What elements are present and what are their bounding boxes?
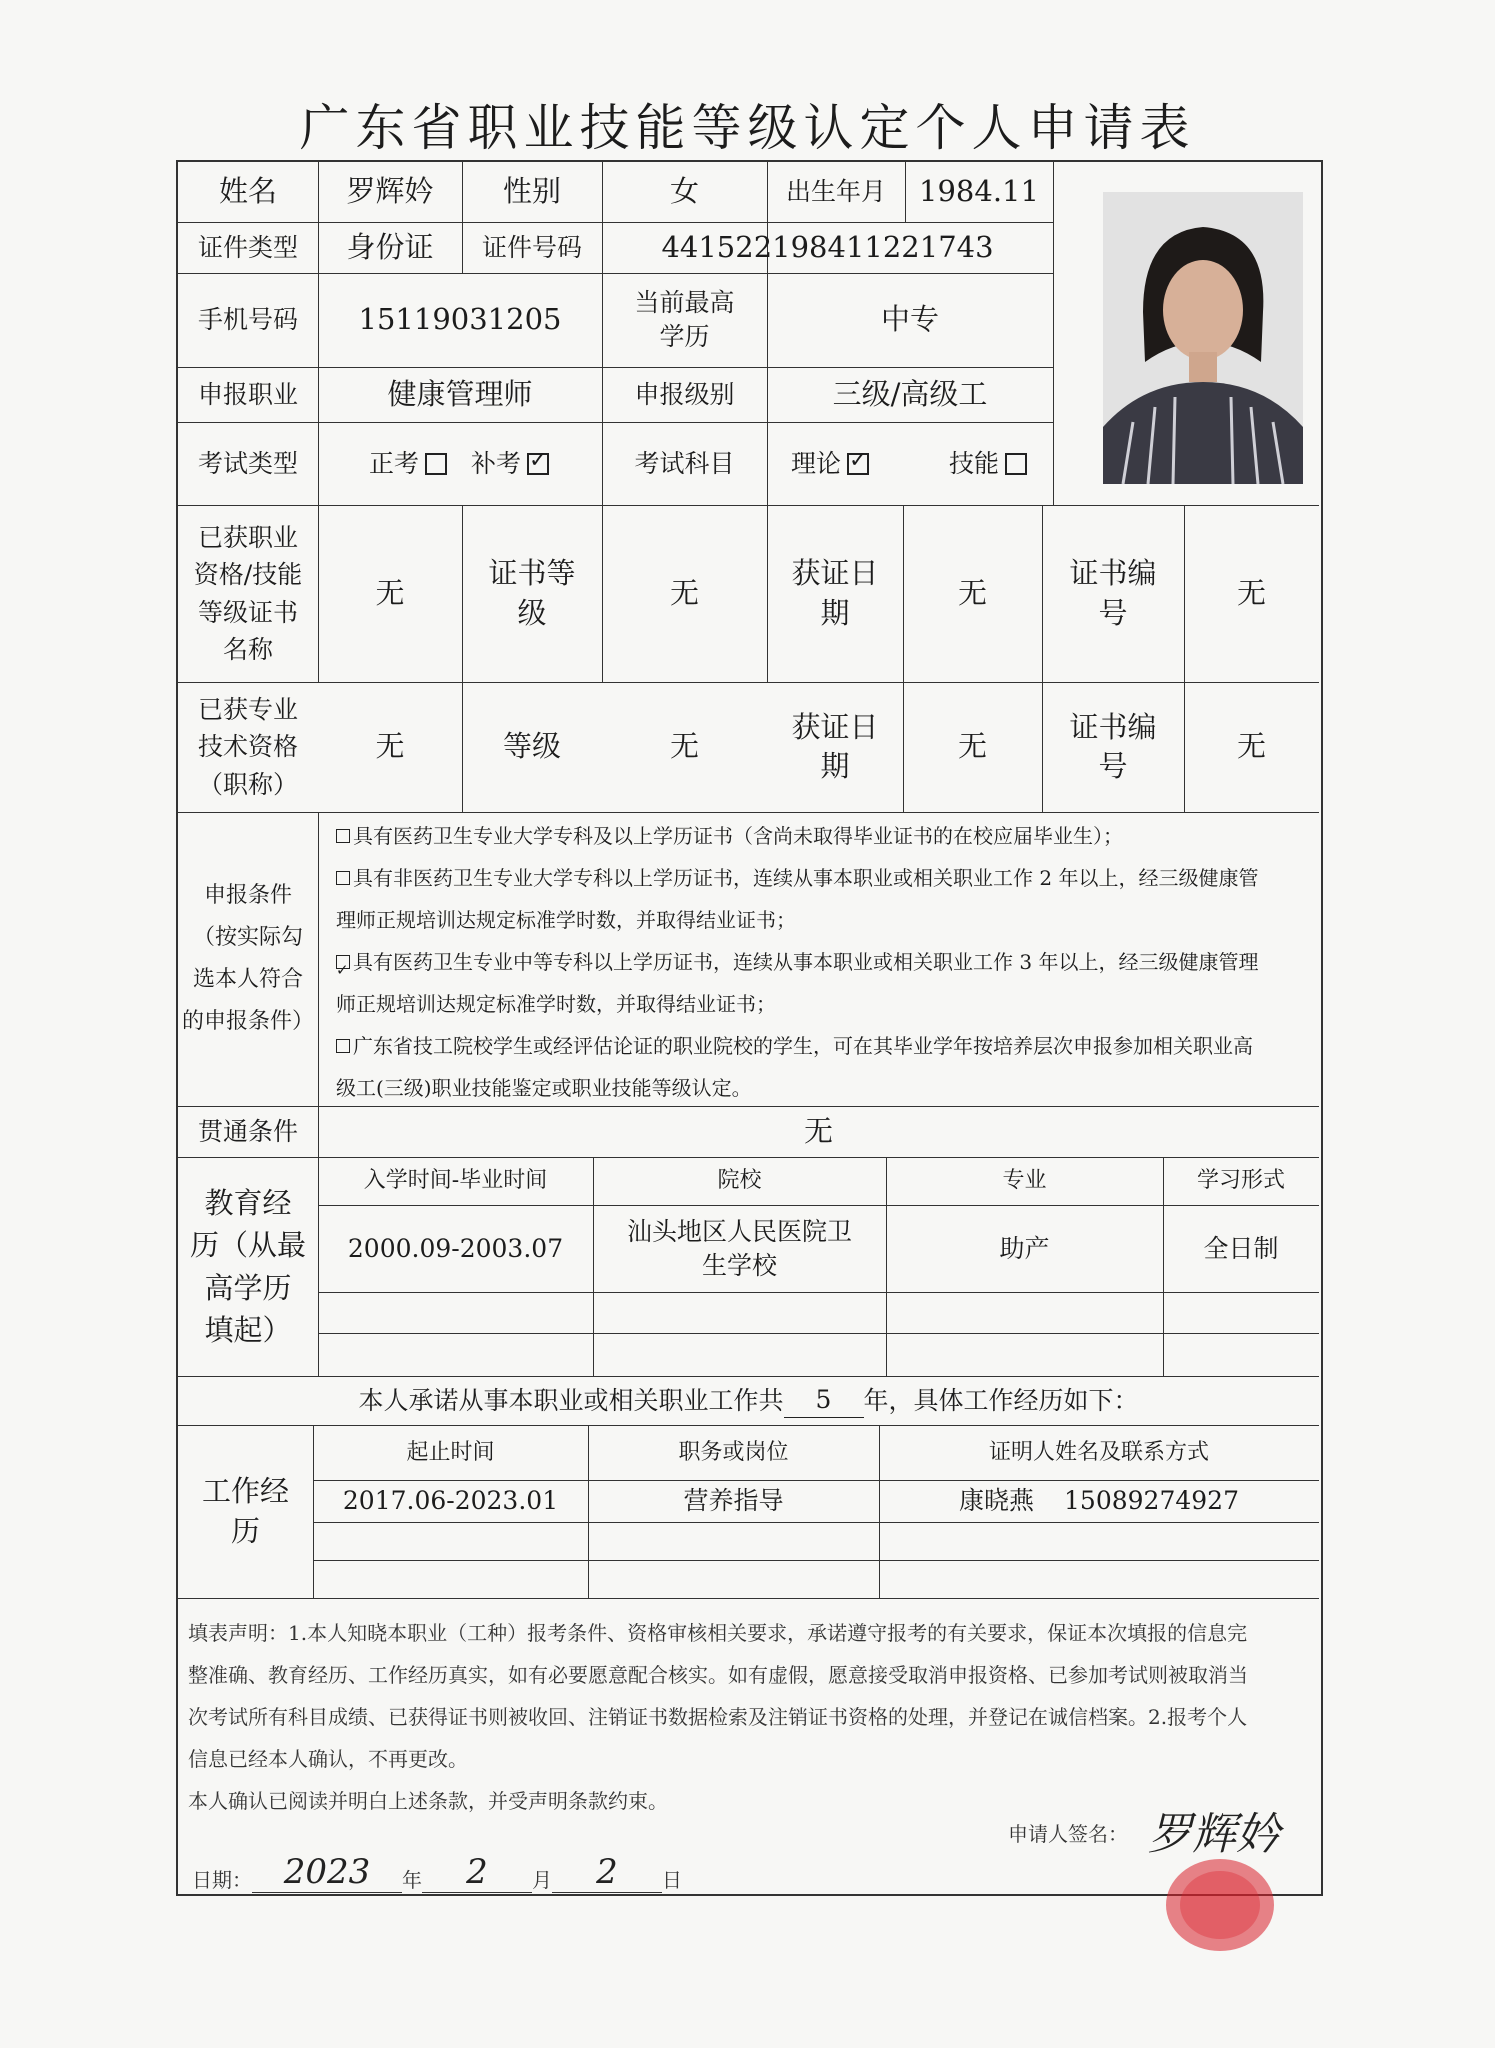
edu-label: 当前最高 学历 — [634, 288, 735, 351]
phone-value[interactable]: 15119031205 — [358, 302, 562, 337]
birth-value[interactable]: 1984.11 — [919, 174, 1039, 209]
edu-header-major: 专业 — [1002, 1168, 1047, 1194]
applicant-photo — [1103, 192, 1303, 484]
work-period[interactable]: 2017.06-2023.01 — [342, 1486, 559, 1516]
work-years-promise: 本人承诺从事本职业或相关职业工作共 5 年，具体工作经历如下： — [178, 1376, 1319, 1425]
id-no-value[interactable]: 441522198411221743 — [661, 229, 994, 264]
cert2-label: 已获专业 技术资格 （职称） — [197, 694, 298, 799]
subject-label: 考试科目 — [634, 448, 735, 478]
edu-school[interactable]: 汕头地区人民医院卫 生学校 — [626, 1216, 852, 1280]
condition-item-4: 广东省技工院校学生或经评估论证的职业院校的学生，可在其毕业学年按培养层次申报参加相关职业高 级工(三级)职业技能鉴定或职业技能等级认定。 — [336, 1034, 1253, 1100]
signature-label: 申请人签名： — [1008, 1822, 1128, 1846]
date-line: 日期： 2023 年 2 月 2 日 — [192, 1852, 682, 1892]
name-label: 姓名 — [218, 174, 277, 209]
cert1-no-label: 证书编 号 — [1069, 556, 1157, 630]
id-type-label: 证件类型 — [197, 232, 298, 262]
cert1-no[interactable]: 无 — [1236, 575, 1266, 610]
cert2-level-label: 等级 — [502, 729, 561, 764]
condition-4-checkbox[interactable] — [336, 1039, 350, 1053]
work-years-value[interactable]: 5 — [784, 1383, 864, 1418]
subject-options — [767, 422, 1053, 505]
through-value[interactable]: 无 — [803, 1113, 833, 1148]
condition-item-3: ✓具有医药卫生专业中等专科以上学历证书，连续从事本职业或相关职业工作 3 年以上，经三级健康管理 师正规培训达规定标准学时数，并取得结业证书； — [336, 941, 1316, 1025]
level-value[interactable]: 三级/高级工 — [832, 376, 988, 411]
exam-zheng-checkbox[interactable] — [425, 453, 447, 475]
work-header-position: 职务或岗位 — [678, 1439, 789, 1465]
subject-theory-checkbox[interactable] — [847, 453, 869, 475]
edu-period[interactable]: 2000.09-2003.07 — [347, 1233, 564, 1263]
work-header-reference: 证明人姓名及联系方式 — [988, 1439, 1209, 1465]
id-no-label: 证件号码 — [481, 232, 582, 262]
work-label: 工作经 历 — [201, 1474, 289, 1548]
job-value[interactable]: 健康管理师 — [387, 376, 533, 411]
subject-skill-label: 技能 — [949, 448, 1000, 478]
education-label: 教育经 历（从最 高学历 填起） — [189, 1186, 306, 1347]
date-year[interactable]: 2023 — [252, 1852, 402, 1893]
cert1-name[interactable]: 无 — [375, 575, 405, 610]
cert1-date-label: 获证日 期 — [791, 556, 879, 630]
id-type-value[interactable]: 身份证 — [346, 229, 434, 264]
condition-3-checkbox[interactable] — [336, 955, 350, 969]
work-ref-name: 康晓燕 — [959, 1486, 1035, 1516]
red-seal — [1160, 1850, 1280, 1960]
gender-value[interactable]: 女 — [669, 174, 699, 209]
cert1-level[interactable]: 无 — [669, 575, 699, 610]
exam-zheng-label: 正考 — [368, 448, 419, 478]
exam-type-options — [318, 422, 602, 505]
exam-type-label: 考试类型 — [197, 448, 298, 478]
edu-header-period: 入学时间-毕业时间 — [363, 1168, 548, 1194]
job-label: 申报职业 — [197, 379, 298, 409]
work-reference[interactable] — [879, 1480, 1319, 1522]
edu-form[interactable]: 全日制 — [1203, 1233, 1279, 1263]
subject-skill-checkbox[interactable] — [1005, 453, 1027, 475]
date-day[interactable]: 2 — [552, 1852, 662, 1893]
cert1-date[interactable]: 无 — [957, 575, 987, 610]
cert1-level-label: 证书等 级 — [488, 556, 576, 630]
work-header-period: 起止时间 — [406, 1439, 495, 1465]
cert1-label: 已获职业 资格/技能 等级证书 名称 — [193, 522, 303, 664]
applicant-signature[interactable]: 罗辉妗 — [1148, 1809, 1280, 1860]
cert2-no[interactable]: 无 — [1236, 729, 1266, 764]
cert2-no-label: 证书编 号 — [1069, 709, 1157, 783]
edu-value[interactable]: 中专 — [880, 302, 939, 337]
cert2-name[interactable]: 无 — [375, 729, 405, 764]
name-value[interactable]: 罗辉妗 — [346, 174, 434, 209]
date-month[interactable]: 2 — [422, 1852, 532, 1893]
level-label: 申报级别 — [634, 379, 735, 409]
gender-label: 性别 — [502, 174, 561, 209]
cert2-date[interactable]: 无 — [957, 729, 987, 764]
cert2-date-label: 获证日 期 — [791, 709, 879, 783]
exam-bu-checkbox[interactable] — [527, 453, 549, 475]
condition-item-1: 具有医药卫生专业大学专科及以上学历证书（含尚未取得毕业证书的在校应届毕业生）； — [336, 815, 1316, 857]
condition-1-checkbox[interactable] — [336, 829, 350, 843]
phone-label: 手机号码 — [197, 305, 298, 335]
work-ref-phone: 15089274927 — [1064, 1486, 1239, 1516]
condition-2-checkbox[interactable] — [336, 871, 350, 885]
work-position[interactable]: 营养指导 — [683, 1486, 784, 1516]
edu-header-school: 院校 — [717, 1168, 762, 1194]
condition-item-2: 具有非医药卫生专业大学专科以上学历证书，连续从事本职业或相关职业工作 2 年以上，经三级健康管 理师正规培训达规定标准学时数，并取得结业证书； — [336, 866, 1259, 932]
through-label: 贯通条件 — [197, 1116, 298, 1146]
subject-theory-label: 理论 — [790, 448, 841, 478]
edu-header-form: 学习形式 — [1196, 1168, 1285, 1194]
cert2-level[interactable]: 无 — [669, 729, 699, 764]
conditions-label: 申报条件 （按实际勾 选本人符合 的申报条件） — [181, 883, 314, 1034]
form-title: 广东省职业技能等级认定个人申请表 — [299, 99, 1196, 157]
birth-label: 出生年月 — [785, 177, 886, 207]
edu-major[interactable]: 助产 — [999, 1233, 1050, 1263]
exam-bu-label: 补考 — [471, 448, 522, 478]
declaration-text: 填表声明：1.本人知晓本职业（工种）报考条件、资格审核相关要求，承诺遵守报考的有关要求，保证本次填报的信息完 整准确、教育经历、工作经历真实，如有必要愿意配合核实。如有虚假，愿意接受取消申报资格、已参加考试则被取消当 次考试所有科目成绩、已获得证书则被收回、注销证书数据检索及注销证书资格的处理，并登记在诚信档案。2.报考个人 信息已经本人确认，不再更改。 本人确认已阅读并明白上述条款，并受声明条款约束。 — [188, 1621, 1248, 1813]
